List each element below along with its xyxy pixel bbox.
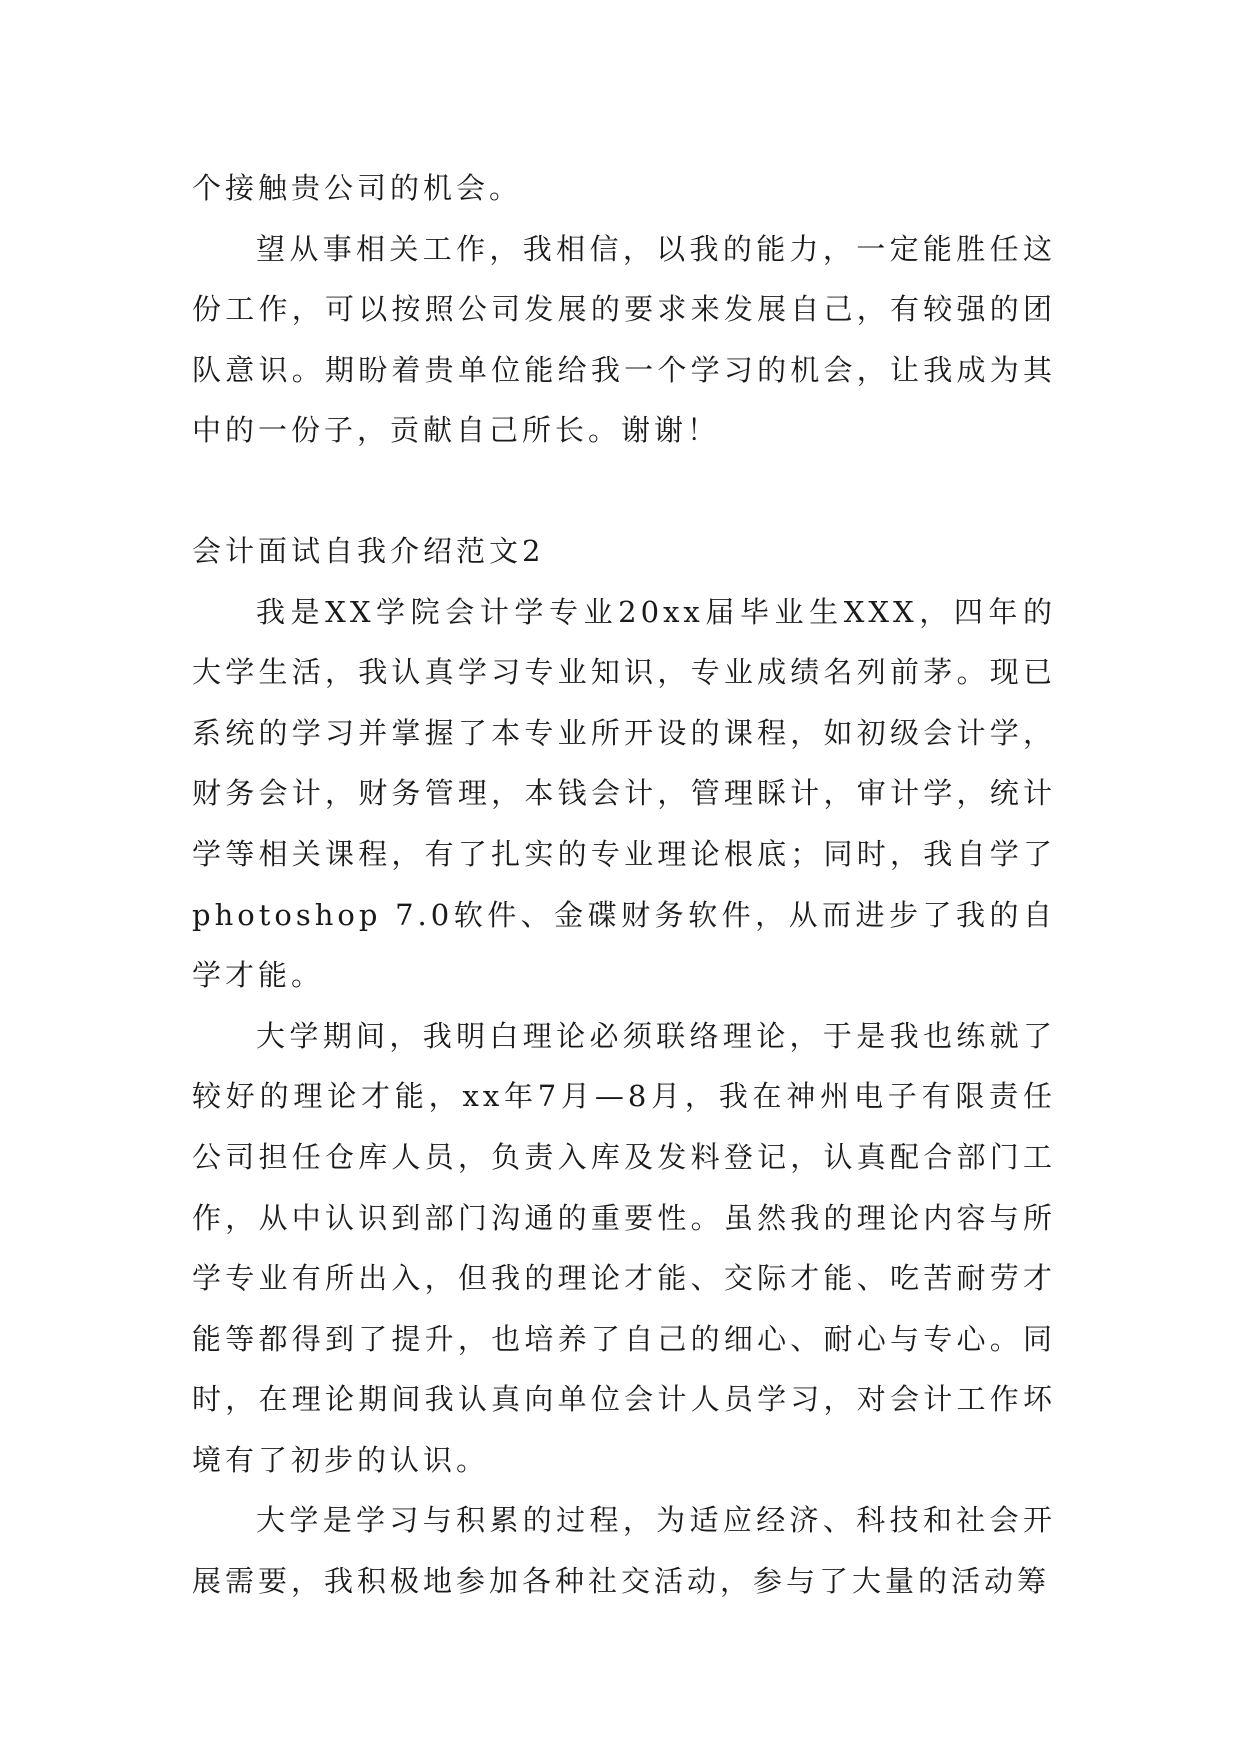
section-title: 会计面试自我介绍范文2 — [192, 533, 545, 568]
paragraph-education: 我是XX学院会计学专业20xx届毕业生XXX，四年的大学生活，我认真学习专业知识，专业成绩名列前茅。现已系统的学习并掌握了本专业所开设的课程，如初级会计学，财务会计，财务管理，本钱会计，管理睬计，审计学，统计学等相关课程，有了扎实的专业理论根底；同时，我自学了photoshop 7.0软件、金碟财务软件，从而进步了我的自学才能。 — [192, 594, 1056, 993]
paragraph-continued: 个接触贵公司的机会。 — [192, 171, 523, 205]
paragraph-internship: 大学期间，我明白理论必须联络理论，于是我也练就了较好的理论才能，xx年7月—8月，我在神州电子有限责任公司担任仓库人员，负责入库及发料登记，认真配合部门工作，从中认识到部门沟通的重要性。虽然我的理论内容与所学专业有所出入，但我的理论才能、交际才能、吃苦耐劳才能等都得到了提升，也培养了自己的细心、耐心与专心。同时，在理论期间我认真向单位会计人员学习，对会计工作坏境有了初步的认识。 — [192, 1018, 1056, 1477]
paragraph-closing: 望从事相关工作，我相信，以我的能力，一定能胜任这份工作，可以按照公司发展的要求来发展自己，有较强的团队意识。期盼着贵单位能给我一个学习的机会，让我成为其中的一份子，贡献自己所长。谢谢！ — [192, 231, 1056, 448]
document-body — [192, 158, 1056, 1612]
paragraph-activities: 大学是学习与积累的过程，为适应经济、科技和社会开展需要，我积极地参加各种社交活动，参与了大量的活动筹 — [192, 1503, 1056, 1599]
section-gap — [192, 461, 1056, 521]
